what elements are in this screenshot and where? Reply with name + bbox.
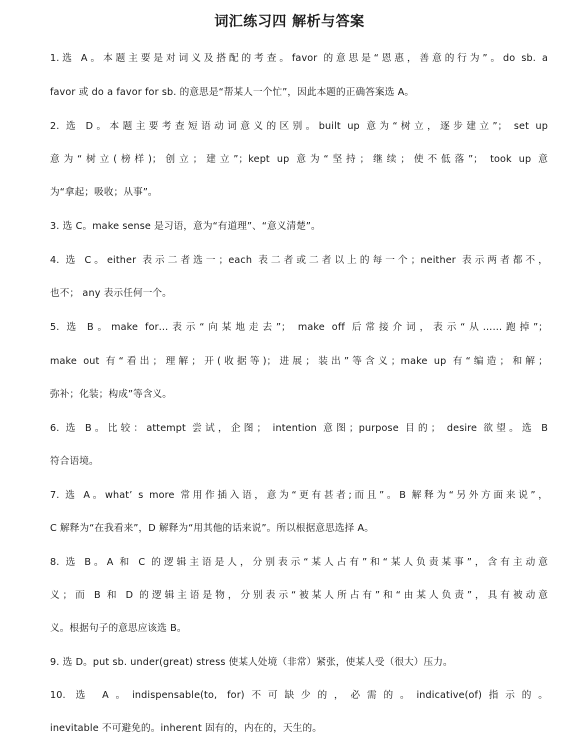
answer-line: C 解释为“在我看来”，D 解释为“用其他的话来说”。所以根据意思选择 A。 — [50, 523, 375, 534]
answer-line: 7. 选 A。what’ s more 常用作插入语，意为“更有甚者;而且”。B 解释为“另外方面来说”， — [50, 490, 548, 501]
answer-line: 意为“树立(榜样)；创立；建立”；kept up 意为“坚持；继续；使不低落”； took up 意 — [50, 154, 548, 165]
answer-line: 6. 选 B。比较：attempt 尝试，企图； intention 意图；purpose 目的； desire 欲望。选 B — [50, 423, 548, 434]
answer-line: 8. 选 B。A 和 C 的逻辑主语是人，分别表示“某人占有”和“某人负责某事”，含有主动意 — [50, 557, 548, 568]
answer-line: make out 有“看出；理解；开(收据等)；进展；装出”等含义；make up 有“编造；和解； — [50, 356, 548, 367]
answer-line: 10. 选 A。indispensable(to, for)不可缺少的，必需的。indicative(of)指示的。 — [50, 690, 548, 701]
answer-line: 符合语境。 — [50, 456, 99, 467]
answer-line: inevitable 不可避免的。inherent 固有的，内在的，天生的。 — [50, 723, 322, 734]
answer-line: 2. 选 D。本题主要考查短语动词意义的区别。built up 意为“树立，逐步建立”； set up — [50, 121, 548, 132]
answer-line: 弥补；化装；构成”等含义。 — [50, 389, 173, 400]
answer-line: 也不； any 表示任何一个。 — [50, 288, 172, 299]
answer-line: 4. 选 C。either 表示二者选一；each 表二者或二者以上的每一个；neither 表示两者都不， — [50, 255, 548, 266]
answer-line: 1.选 A。本题主要是对词义及搭配的考查。favor 的意思是“恩惠，善意的行为”。do sb. a — [50, 53, 548, 64]
answer-line: 义。根据句子的意思应该选 B。 — [50, 623, 187, 634]
answer-line: 为“拿起；吸收；从事”。 — [50, 187, 158, 198]
answer-line: 义；而 B 和 D 的逻辑主语是物，分别表示“被某人所占有”和“由某人负责”，具有被动意 — [50, 590, 548, 601]
page-title: 词汇练习四 解析与答案 — [214, 14, 365, 30]
answer-line: 5. 选 B。make for…表示“向某地走去”； make off 后常接介词，表示“从……跑掉”； — [50, 322, 548, 333]
answer-line: 3. 选 C。make sense 是习语，意为“有道理”、“意义清楚”。 — [50, 221, 321, 232]
answer-line: 9. 选 D。put sb. under(great) stress 使某人处境（非常）紧张，使某人受（很大）压力。 — [50, 657, 453, 668]
answer-line: favor 或 do a favor for sb. 的意思是“帮某人一个忙”，因此本题的正确答案选 A。 — [50, 87, 415, 98]
